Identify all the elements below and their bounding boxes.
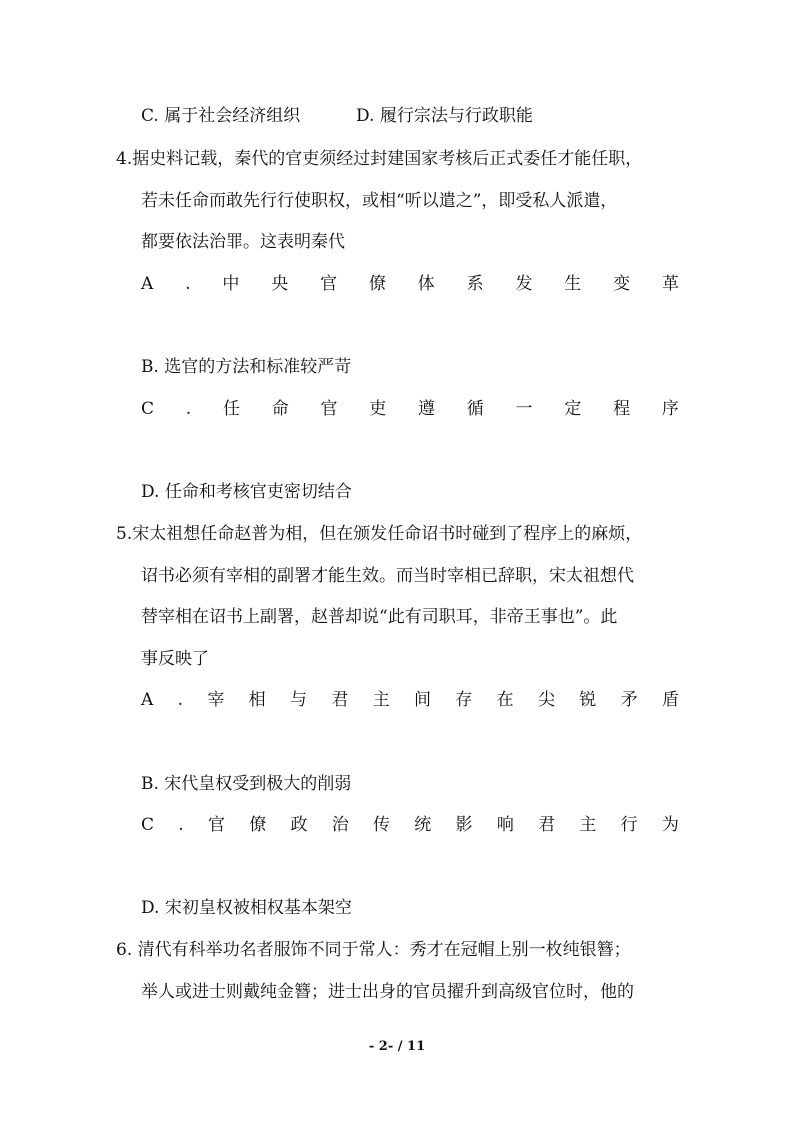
- q5-option-c: [141, 813, 679, 837]
- q4-stem-line1: 4.据史料记载，秦代的官吏须经过封建国家考核后正式委任才能任职，: [116, 149, 643, 169]
- q5-stem-line4: 事反映了: [141, 649, 209, 669]
- q4-option-a-char: 革: [661, 274, 679, 294]
- q5-option-d: D. 宋初皇权被相权基本架空: [141, 898, 352, 918]
- q4-stem-line3: 都要依法治罪。这表明秦代: [141, 232, 345, 252]
- q4-option-c-char: .: [185, 399, 192, 419]
- q4-option-c-char: 程: [613, 399, 631, 419]
- q4-stem-line2: 若未任命而敢先行行使职权，或相“听以遣之”，即受私人派遣，: [141, 191, 618, 211]
- q5-option-c-char: 政: [290, 815, 308, 835]
- q5-stem-line3: 替宰相在诏书上副署，赵普却说“此有司职耳，非帝王事也”。此: [141, 607, 618, 627]
- q4-option-a-char: 发: [515, 274, 533, 294]
- q4-option-a-char: 官: [320, 274, 338, 294]
- q5-option-a-char: 君: [331, 690, 349, 710]
- q4-option-a-char: 变: [613, 274, 631, 294]
- q5-option-a-char: 矛: [620, 690, 638, 710]
- q5-option-a-char: 宰: [207, 690, 225, 710]
- q4-option-c-char: 循: [466, 399, 484, 419]
- q4-option-c-char: 吏: [369, 399, 387, 419]
- q5-option-a-char: 锐: [579, 690, 597, 710]
- q5-option-a-char: 尖: [537, 690, 555, 710]
- q5-option-c-char: 官: [207, 815, 225, 835]
- q5-option-c-char: 君: [538, 815, 556, 835]
- q5-option-a-char: 在: [496, 690, 514, 710]
- q4-option-c-char: 官: [320, 399, 338, 419]
- q5-option-c-char: 传: [373, 815, 391, 835]
- q4-option-a-char: 僚: [368, 274, 386, 294]
- q5-option-c-char: 影: [455, 815, 473, 835]
- q4-option-c-char: 一: [515, 399, 533, 419]
- q5-option-c-char: C: [141, 815, 155, 835]
- q4-option-c-char: 任: [222, 399, 240, 419]
- q5-stem-line2: 诏书必须有宰相的副署才能生效。而当时宰相已辞职，宋太祖想代: [141, 566, 634, 586]
- q5-option-a-char: 存: [455, 690, 473, 710]
- q4-option-a-char: 系: [466, 274, 484, 294]
- q4-option-a-char: 央: [271, 274, 289, 294]
- q4-option-d: D. 任命和考核官吏密切结合: [141, 482, 352, 502]
- q5-option-a-char: 与: [290, 690, 307, 710]
- q5-option-b: B. 宋代皇权受到极大的削弱: [141, 774, 352, 794]
- q5-option-a: [141, 688, 679, 712]
- q4-option-b: B. 选官的方法和标准较严苛: [141, 357, 352, 377]
- q4-option-a-char: .: [185, 274, 191, 294]
- q4-option-a-char: A: [141, 274, 154, 294]
- q5-option-a-char: 主: [372, 690, 390, 710]
- q5-option-a-char: 盾: [661, 690, 679, 710]
- q5-option-c-char: 治: [331, 815, 349, 835]
- q5-option-c-char: .: [178, 815, 184, 835]
- page-number: - 2- / 11: [368, 1039, 426, 1054]
- q3-option-d: D. 履行宗法与行政职能: [356, 106, 533, 126]
- q5-option-a-char: 相: [248, 690, 266, 710]
- q5-option-a-char: A: [141, 690, 154, 710]
- q5-option-c-char: 为: [661, 815, 679, 835]
- q6-stem-line1: 6. 清代有科举功名者服饰不同于常人：秀才在冠帽上别一枚纯银簪；: [116, 940, 631, 960]
- q5-option-a-char: 间: [413, 690, 431, 710]
- q4-option-a-char: 体: [417, 274, 435, 294]
- q4-option-c-char: 定: [564, 399, 582, 419]
- q4-option-a-char: 生: [564, 274, 582, 294]
- q5-stem-line1: 5.宋太祖想任命赵普为相，但在颁发任命诏书时碰到了程序上的麻烦，: [116, 524, 643, 544]
- q5-option-c-char: 统: [414, 815, 432, 835]
- q4-option-c-char: 遵: [418, 399, 436, 419]
- q4-option-c-char: 序: [661, 399, 679, 419]
- q4-option-c-char: C: [141, 399, 155, 419]
- q3-option-c: C. 属于社会经济组织: [141, 106, 301, 126]
- q6-stem-line2: 举人或进士则戴纯金簪；进士出身的官员擢升到高级官位时，他的: [141, 982, 634, 1002]
- q4-option-c-char: 命: [271, 399, 289, 419]
- q5-option-c-char: 行: [620, 815, 638, 835]
- q4-option-a: [141, 272, 679, 296]
- q5-option-c-char: 主: [579, 815, 597, 835]
- q4-option-c: [141, 397, 679, 421]
- q5-option-c-char: 响: [496, 815, 514, 835]
- q5-option-a-char: .: [177, 690, 184, 710]
- q4-option-a-char: 中: [222, 274, 240, 294]
- q5-option-c-char: 僚: [249, 815, 267, 835]
